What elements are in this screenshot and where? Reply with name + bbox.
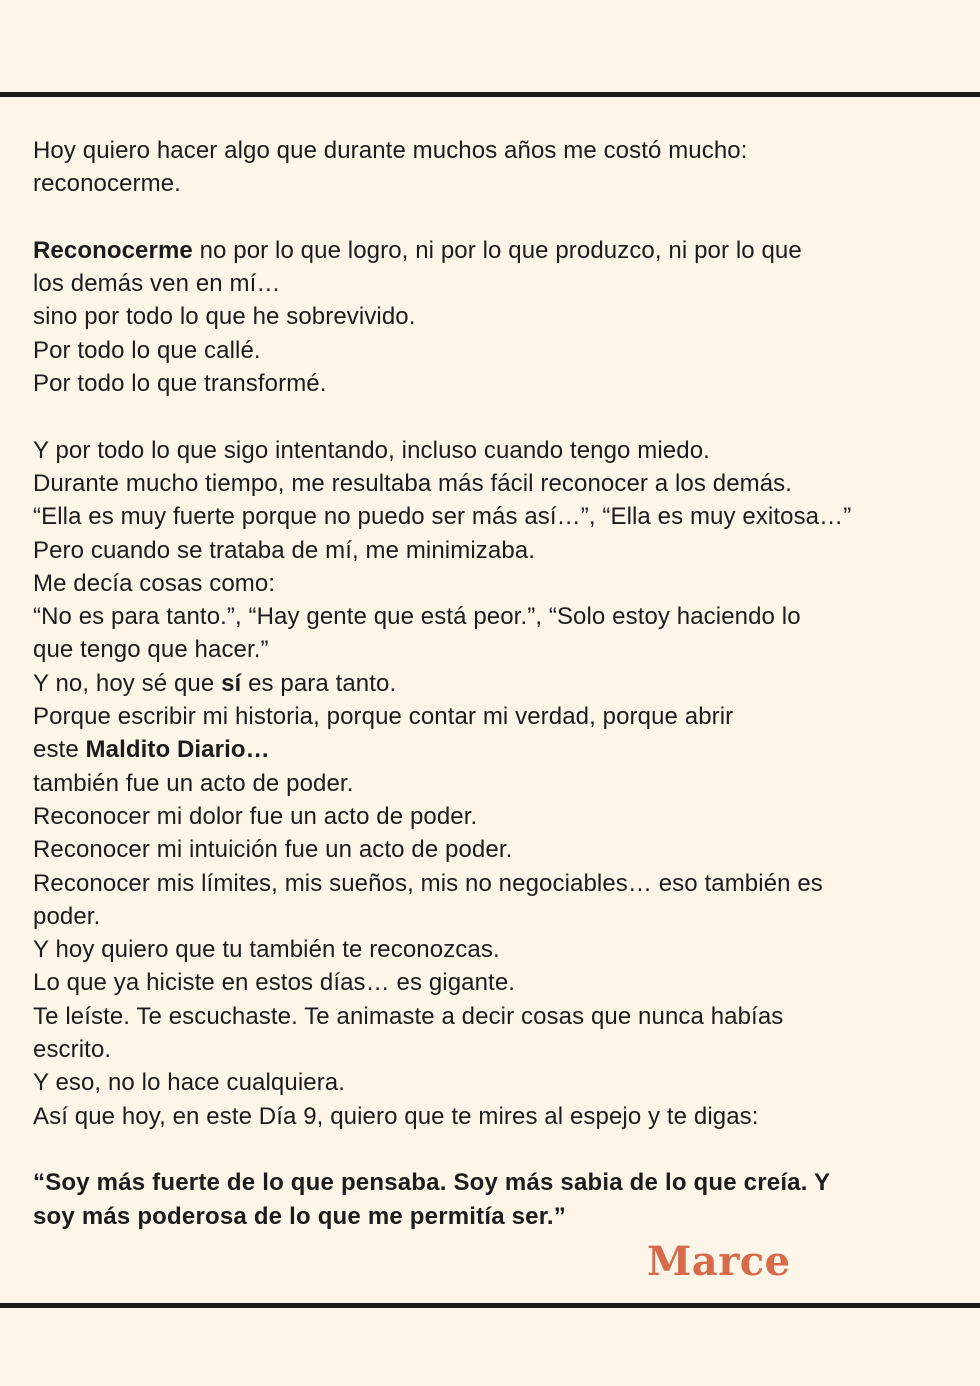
text-line: Y eso, no lo hace cualquiera. <box>33 1069 346 1097</box>
text-line <box>33 234 933 267</box>
text-line: Durante mucho tiempo, me resultaba más fácil reconocer a los demás. <box>33 469 793 497</box>
text-line: Te leíste. Te escuchaste. Te animaste a decir cosas que nunca habías <box>33 1002 784 1030</box>
text-line <box>33 733 933 766</box>
inline-text: es para tanto. <box>241 669 397 697</box>
text-line: también fue un acto de poder. <box>33 769 354 797</box>
text-line: Reconocer mis límites, mis sueños, mis no negociables… eso también es <box>33 869 823 897</box>
text-line: Por todo lo que transformé. <box>33 370 327 398</box>
journal-body <box>33 134 933 1233</box>
text-line <box>33 667 933 700</box>
bold-text: Maldito Diario… <box>85 736 270 764</box>
bold-text: sí <box>221 669 242 697</box>
text-line: Por todo lo que callé. <box>33 336 261 364</box>
affirmation-quote-line: “Soy más fuerte de lo que pensaba. Soy más sabia de lo que creía. Y <box>33 1169 831 1197</box>
text-line: “Ella es muy fuerte porque no puedo ser más así…”, “Ella es muy exitosa…” <box>33 503 852 531</box>
bottom-divider <box>0 1303 980 1308</box>
text-line: Y hoy quiero que tu también te reconozcas. <box>33 936 500 964</box>
inline-text: este <box>33 736 86 764</box>
text-line: Me decía cosas como: <box>33 569 276 597</box>
inline-text: no por lo que logro, ni por lo que produzco, ni por lo que <box>192 236 802 264</box>
text-line: poder. <box>33 902 101 930</box>
text-line: Así que hoy, en este Día 9, quiero que te mires al espejo y te digas: <box>33 1102 759 1130</box>
inline-text: Y no, hoy sé que <box>33 669 222 697</box>
text-line: Hoy quiero hacer algo que durante muchos años me costó mucho: <box>33 137 748 164</box>
affirmation-quote-line: soy más poderosa de lo que me permitía ser.” <box>33 1202 566 1230</box>
text-line: Pero cuando se trataba de mí, me minimizaba. <box>33 536 535 564</box>
text-line: Porque escribir mi historia, porque contar mi verdad, porque abrir <box>33 703 734 731</box>
text-line: “No es para tanto.”, “Hay gente que está peor.”, “Solo estoy haciendo lo <box>33 603 801 631</box>
text-line: reconocerme. <box>33 170 181 198</box>
text-line: Reconocer mi intuición fue un acto de poder. <box>33 836 513 864</box>
text-line: escrito. <box>33 1036 112 1064</box>
bold-text: Reconocerme <box>33 236 193 264</box>
text-line: sino por todo lo que he sobrevivido. <box>33 303 416 331</box>
paragraph-spacer <box>33 201 933 234</box>
paragraph-spacer <box>33 1133 933 1166</box>
text-line: los demás ven en mí… <box>33 270 281 298</box>
top-divider <box>0 92 980 97</box>
paragraph-spacer <box>33 400 933 433</box>
text-line: Lo que ya hiciste en estos días… es gigante. <box>33 969 516 997</box>
text-line: que tengo que hacer.” <box>33 636 269 664</box>
text-line: Y por todo lo que sigo intentando, incluso cuando tengo miedo. <box>33 436 710 464</box>
author-signature: Marce <box>647 1238 791 1285</box>
text-line: Reconocer mi dolor fue un acto de poder. <box>33 802 478 830</box>
